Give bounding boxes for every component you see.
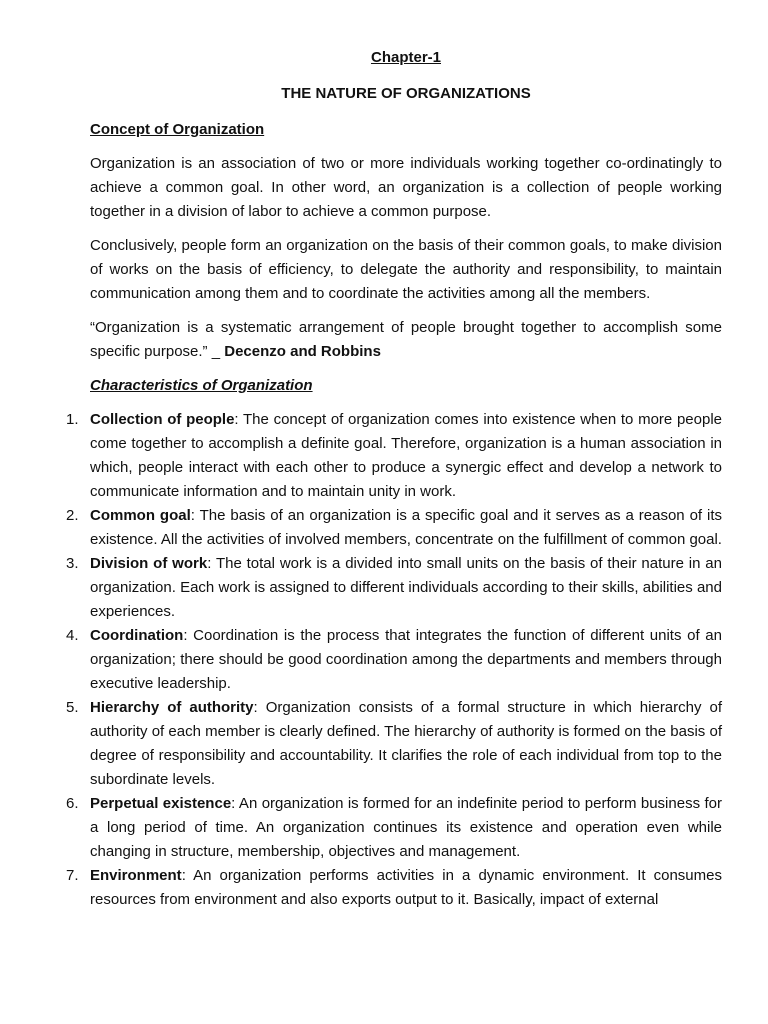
list-item-number: 4. (66, 627, 79, 644)
list-item-term: Coordination (90, 627, 184, 644)
list-item-text: : An organization performs activities in a dynamic environment. It consumes resources from environment and also exports output to it. Basically, impact of external (90, 867, 722, 908)
quote-text: “Organization is a systematic arrangement of people brought together to accomplish some specific purpose.” _ (90, 319, 722, 360)
list-item-term: Collection of people (90, 411, 235, 428)
list-item-number: 2. (66, 507, 79, 524)
list-item-number: 3. (66, 555, 79, 572)
list-item (66, 552, 722, 624)
quote-author: Decenzo and Robbins (224, 343, 381, 360)
list-item-term: Hierarchy of authority (90, 699, 254, 716)
list-item-term: Division of work (90, 555, 208, 572)
characteristics-list (66, 408, 723, 912)
characteristics-heading: Characteristics of Organization (90, 377, 313, 394)
chapter-label: Chapter-1 (370, 49, 441, 66)
list-item (66, 624, 722, 696)
page-title: THE NATURE OF ORGANIZATIONS (281, 85, 531, 102)
list-item (66, 504, 723, 552)
list-item-term: Common goal (90, 507, 191, 524)
list-item-text: : The total work is a divided into small units on the basis of their nature in an organization. Each work is assigned to different individuals according to their skills, abilities and experiences. (90, 555, 722, 620)
concept-paragraph-2: Conclusively, people form an organization on the basis of their common goals, to make division of works on the basis of efficiency, to delegate the authority and responsibility, to maintain communication among them and to coordinate the activities among all the members. (90, 237, 722, 302)
list-item-text: : Organization consists of a formal structure in which hierarchy of authority of each member is clearly defined. The hierarchy of authority is formed on the basis of degree of responsibility and accountability. It clarifies the role of each individual from top to the subordinate levels. (90, 699, 722, 788)
list-item (66, 792, 723, 864)
concept-heading: Concept of Organization (90, 121, 265, 138)
list-item-number: 7. (66, 867, 79, 884)
list-item (66, 696, 722, 792)
list-item-number: 1. (66, 411, 79, 428)
list-item-term: Perpetual existence (90, 795, 232, 812)
concept-paragraph-1: Organization is an association of two or more individuals working together co-ordinatingly to achieve a common goal. In other word, an organization is a collection of people working together in a division of labor to achieve a common purpose. (90, 155, 722, 220)
list-item-text: : The basis of an organization is a specific goal and it serves as a reason of its existence. All the activities of involved members, concentrate on the fulfillment of common goal. (90, 507, 723, 548)
document-page (66, 46, 723, 912)
list-item (66, 864, 722, 912)
list-item-text: : Coordination is the process that integrates the function of different units of an organization; there should be good coordination among the departments and members through executive leadership. (90, 627, 722, 692)
list-item-number: 5. (66, 699, 79, 716)
list-item-number: 6. (66, 795, 79, 812)
list-item-text: : An organization is formed for an indefinite period to perform business for a long period of time. An organization continues its existence and operation even while changing in structure, membership, objectives and management. (90, 795, 723, 860)
list-item (66, 408, 722, 504)
list-item-term: Environment (90, 867, 182, 884)
list-item-text: : The concept of organization comes into existence when to more people come together to accomplish a definite goal. Therefore, organization is a human association in which, people interact with each other to produce a synergic effect and develop a network to communicate information and to maintain unity in work. (90, 411, 722, 500)
definition-quote (90, 316, 722, 364)
